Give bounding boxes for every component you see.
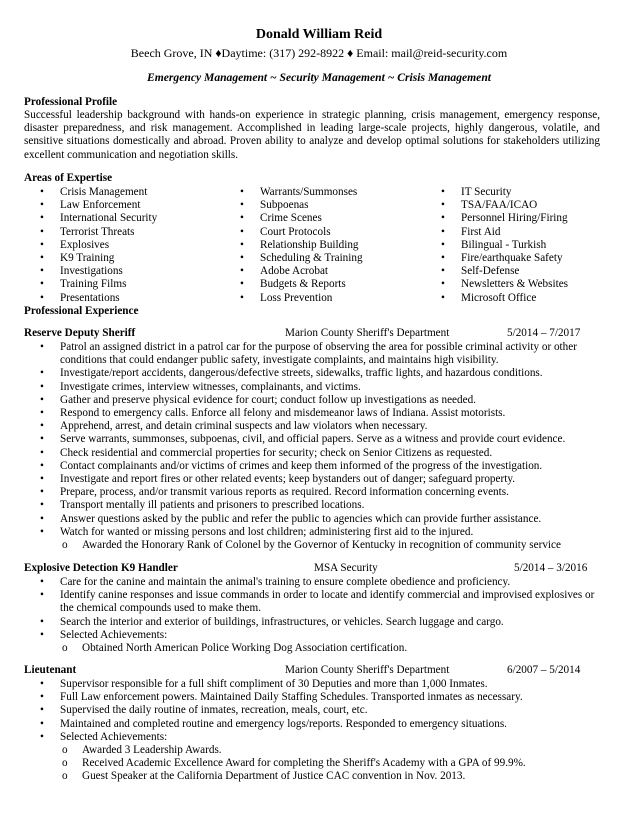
expertise-item: • Crime Scenes bbox=[240, 212, 363, 225]
expertise-item: • Adobe Acrobat bbox=[240, 265, 363, 278]
expertise-item: • Personnel Hiring/Firing bbox=[441, 212, 568, 225]
achievement-item: o Awarded the Honorary Rank of Colonel by the Governor of Kentucky in recognition of community service bbox=[40, 539, 602, 552]
expertise-item: • TSA/FAA/ICAO bbox=[441, 199, 568, 212]
duty-item: • Full Law enforcement powers. Maintained Daily Staffing Schedules. Transported inmates as necessary. bbox=[40, 691, 602, 704]
expertise-item: • Presentations bbox=[40, 292, 157, 305]
job-dates: 5/2014 – 3/2016 bbox=[514, 562, 588, 574]
experience-heading: Professional Experience bbox=[24, 305, 139, 317]
job-dates: 6/2007 – 5/2014 bbox=[507, 664, 581, 676]
achievement-item: o Awarded 3 Leadership Awards. bbox=[40, 744, 602, 757]
duty-item: • Check residential and commercial properties for security; check on Senior Citizens as requested. bbox=[40, 447, 602, 460]
achievement-item: o Obtained North American Police Working Dog Association certification. bbox=[40, 642, 602, 655]
tagline: Emergency Management ~ Security Management ~ Crisis Management bbox=[147, 71, 491, 84]
profile-text: Successful leadership background with hands-on experience in strategic planning, crisis management, emergency response, disaster preparedness, and risk management. Accomplished in leading large-scale projects, highly dangerous, volatile, and sensitive situations domestically and abroad. Proven ability to analyze and develop optimal solutions for stakeholders utilizing excellent communication and negotiation skills. bbox=[24, 109, 600, 161]
expertise-item: • Bilingual - Turkish bbox=[441, 239, 568, 252]
expertise-item: • Terrorist Threats bbox=[40, 226, 157, 239]
expertise-item: • IT Security bbox=[441, 186, 568, 199]
achievement-item: o Guest Speaker at the California Department of Justice CAC convention in Nov. 2013. bbox=[40, 770, 602, 783]
job-title: Lieutenant bbox=[24, 664, 77, 676]
job-title: Explosive Detection K9 Handler bbox=[24, 562, 178, 574]
expertise-item: • Relationship Building bbox=[240, 239, 363, 252]
expertise-item: • Subpoenas bbox=[240, 199, 363, 212]
duty-item: • Identify canine responses and issue commands in order to locate and identify commercial and improvised explosives or the chemical compounds used to make them. bbox=[40, 589, 602, 615]
duty-item: • Supervisor responsible for a full shift compliment of 30 Deputies and more than 1,000 Inmates. bbox=[40, 678, 602, 691]
duty-item: • Contact complainants and/or victims of crimes and keep them informed of the progress of the investigation. bbox=[40, 460, 602, 473]
profile-heading: Professional Profile bbox=[24, 96, 118, 108]
expertise-item: • Warrants/Summonses bbox=[240, 186, 363, 199]
expertise-item: • Crisis Management bbox=[40, 186, 157, 199]
expertise-item: • Microsoft Office bbox=[441, 292, 568, 305]
job-organization: MSA Security bbox=[314, 562, 378, 574]
job-duties-list bbox=[40, 341, 602, 552]
duty-item: • Patrol an assigned district in a patrol car for the purpose of observing the area for possible criminal activity or other conditions that could endanger public safety, investigate complaints, and maintains high visibility. bbox=[40, 341, 602, 367]
expertise-item: • Self-Defense bbox=[441, 265, 568, 278]
expertise-column-1 bbox=[40, 186, 157, 305]
duty-item: • Investigate/report accidents, dangerous/defective streets, sidewalks, traffic lights, and hazardous conditions. bbox=[40, 367, 602, 380]
duty-item: • Watch for wanted or missing persons and lost children; administering first aid to the injured. bbox=[40, 526, 602, 539]
expertise-item: • Newsletters & Websites bbox=[441, 278, 568, 291]
duty-item: • Selected Achievements: bbox=[40, 629, 602, 642]
expertise-item: • Investigations bbox=[40, 265, 157, 278]
duty-item: • Answer questions asked by the public and refer the public to agencies which can provide further assistance. bbox=[40, 513, 602, 526]
duty-item: • Supervised the daily routine of inmates, recreation, meals, court, etc. bbox=[40, 704, 602, 717]
job-organization: Marion County Sheriff's Department bbox=[285, 664, 450, 676]
job-header bbox=[24, 327, 600, 341]
duty-item: • Search the interior and exterior of buildings, infrastructures, or vehicles. Search luggage and cargo. bbox=[40, 616, 602, 629]
expertise-item: • Court Protocols bbox=[240, 226, 363, 239]
duty-item: • Maintained and completed routine and emergency logs/reports. Responded to emergency situations. bbox=[40, 718, 602, 731]
expertise-column-3 bbox=[441, 186, 568, 305]
expertise-item: • Scheduling & Training bbox=[240, 252, 363, 265]
expertise-item: • K9 Training bbox=[40, 252, 157, 265]
expertise-item: • Training Films bbox=[40, 278, 157, 291]
duty-item: • Care for the canine and maintain the animal's training to ensure complete obedience and proficiency. bbox=[40, 576, 602, 589]
duty-item: • Transport mentally ill patients and prisoners to prescribed locations. bbox=[40, 499, 602, 512]
duty-item: • Investigate and report fires or other related events; keep bystanders out of danger; safeguard property. bbox=[40, 473, 602, 486]
duty-item: • Prepare, process, and/or transmit various reports as required. Record information concerning events. bbox=[40, 486, 602, 499]
duty-item: • Apprehend, arrest, and detain criminal suspects and law violators when necessary. bbox=[40, 420, 602, 433]
expertise-item: • Law Enforcement bbox=[40, 199, 157, 212]
job-header bbox=[24, 664, 600, 678]
expertise-heading: Areas of Expertise bbox=[24, 172, 113, 184]
job-duties-list bbox=[40, 576, 602, 655]
expertise-item: • Budgets & Reports bbox=[240, 278, 363, 291]
expertise-item: • Loss Prevention bbox=[240, 292, 363, 305]
job-title: Reserve Deputy Sheriff bbox=[24, 327, 136, 339]
job-dates: 5/2014 – 7/2017 bbox=[507, 327, 581, 339]
expertise-item: • Fire/earthquake Safety bbox=[441, 252, 568, 265]
resume-name: Donald William Reid bbox=[255, 27, 383, 42]
job-header bbox=[24, 562, 600, 576]
expertise-item: • First Aid bbox=[441, 226, 568, 239]
job-duties-list bbox=[40, 678, 602, 784]
achievement-item: o Received Academic Excellence Award for completing the Sheriff's Academy with a GPA of 99.9%. bbox=[40, 757, 602, 770]
duty-item: • Investigate crimes, interview witnesses, complainants, and victims. bbox=[40, 381, 602, 394]
job-organization: Marion County Sheriff's Department bbox=[285, 327, 450, 339]
duty-item: • Respond to emergency calls. Enforce all felony and misdemeanor laws of Indiana. Assist motorists. bbox=[40, 407, 602, 420]
expertise-item: • Explosives bbox=[40, 239, 157, 252]
duty-item: • Gather and preserve physical evidence for court; conduct follow up investigations as needed. bbox=[40, 394, 602, 407]
duty-item: • Selected Achievements: bbox=[40, 731, 602, 744]
expertise-column-2 bbox=[240, 186, 363, 305]
contact-line: Beech Grove, IN ♦Daytime: (317) 292-8922 ♦ Email: mail@reid-security.com bbox=[130, 46, 508, 60]
duty-item: • Serve warrants, summonses, subpoenas, civil, and official papers. Serve as a witness and provide court evidence. bbox=[40, 433, 602, 446]
expertise-item: • International Security bbox=[40, 212, 157, 225]
